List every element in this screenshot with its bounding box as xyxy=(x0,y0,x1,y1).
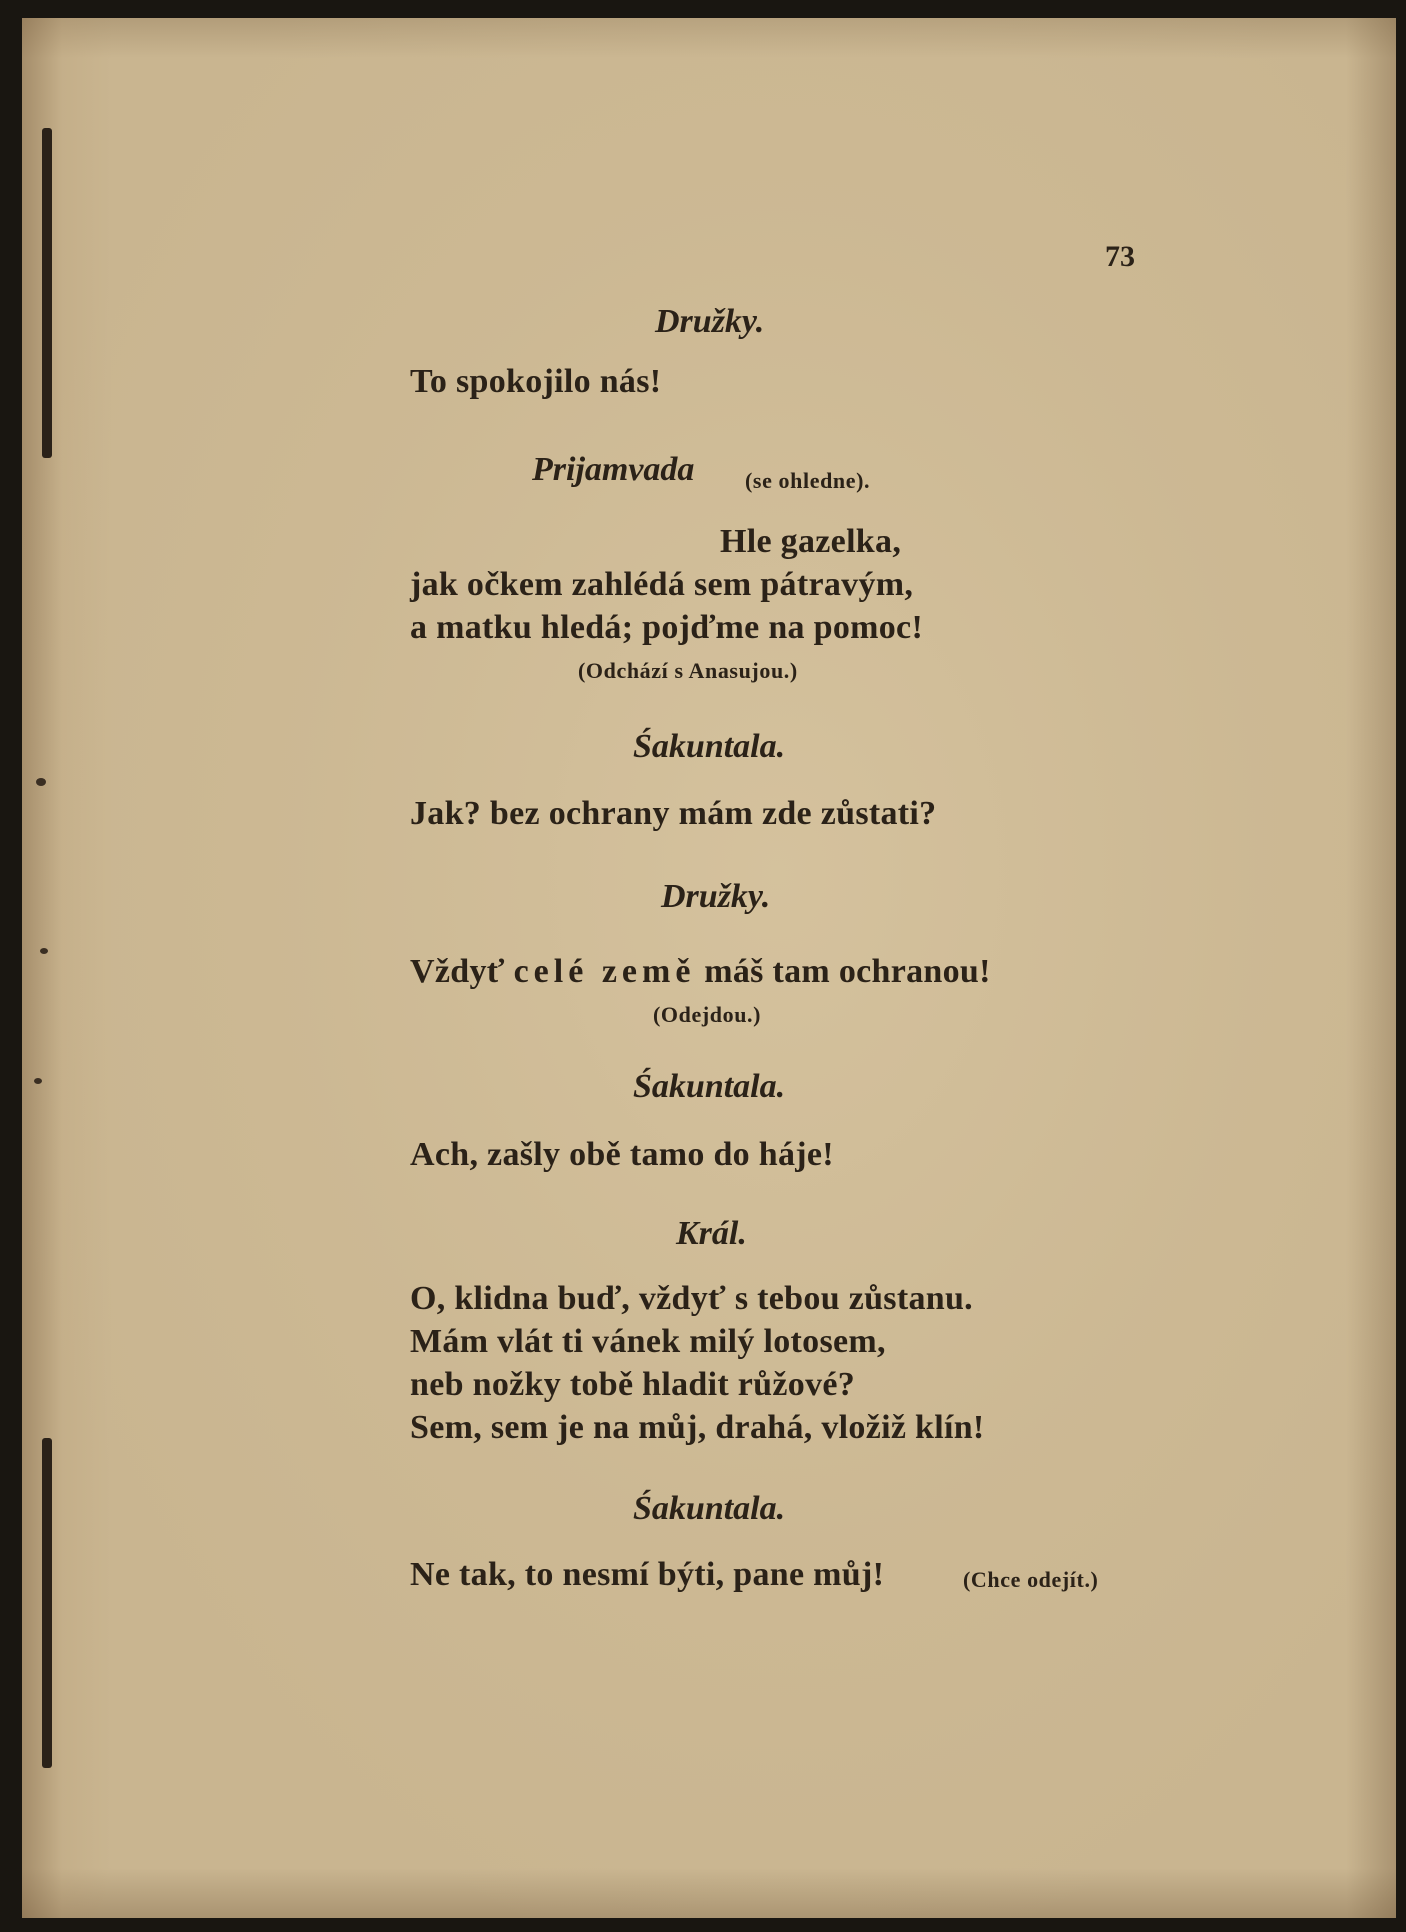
verse-line: Ach, zašly obě tamo do háje! xyxy=(410,1136,834,1173)
verse-line: neb nožky tobě hladit růžové? xyxy=(410,1366,856,1403)
speaker-heading: Śakuntala. xyxy=(633,1490,786,1527)
verse-line: O, klidna buď, vždyť s tebou zůstanu. xyxy=(410,1280,973,1317)
verse-line: jak očkem zahlédá sem pátravým, xyxy=(410,566,914,603)
verse-word: Vždyť xyxy=(410,953,505,990)
speaker-heading: Družky. xyxy=(661,878,771,915)
speaker-heading: Śakuntala. xyxy=(633,1068,786,1105)
verse-line: Jak? bez ochrany mám zde zůstati? xyxy=(410,795,937,832)
margin-mark xyxy=(34,1078,42,1084)
speaker-heading: Prijamvada xyxy=(532,451,695,488)
verse-line: a matku hledá; pojďme na pomoc! xyxy=(410,609,924,646)
stage-direction: (Odejdou.) xyxy=(653,1002,762,1027)
margin-mark xyxy=(40,948,48,954)
verse-line: Mám vlát ti vánek milý lotosem, xyxy=(410,1323,886,1360)
verse-line xyxy=(410,953,991,991)
verse-line: Ne tak, to nesmí býti, pane můj! xyxy=(410,1556,885,1593)
speaker-heading: Śakuntala. xyxy=(633,728,786,765)
speaker-heading: Král. xyxy=(676,1215,747,1252)
verse-line: Hle gazelka, xyxy=(720,523,902,560)
page-number: 73 xyxy=(1105,240,1135,273)
stage-direction: (Chce odejít.) xyxy=(963,1567,1099,1592)
book-page xyxy=(22,18,1396,1918)
speaker-heading: Družky. xyxy=(655,303,765,340)
binding-edge-lower xyxy=(42,1438,52,1768)
verse-words: máš tam ochranou! xyxy=(704,953,991,990)
margin-mark xyxy=(36,778,46,786)
verse-line: Sem, sem je na můj, drahá, vložiž klín! xyxy=(410,1409,985,1446)
stage-direction: (Odchází s Anasujou.) xyxy=(578,658,798,683)
emphasized-words: celé země xyxy=(513,953,696,990)
binding-edge-upper xyxy=(42,128,52,458)
stage-direction: (se ohledne). xyxy=(745,468,871,493)
verse-line: To spokojilo nás! xyxy=(410,363,662,400)
